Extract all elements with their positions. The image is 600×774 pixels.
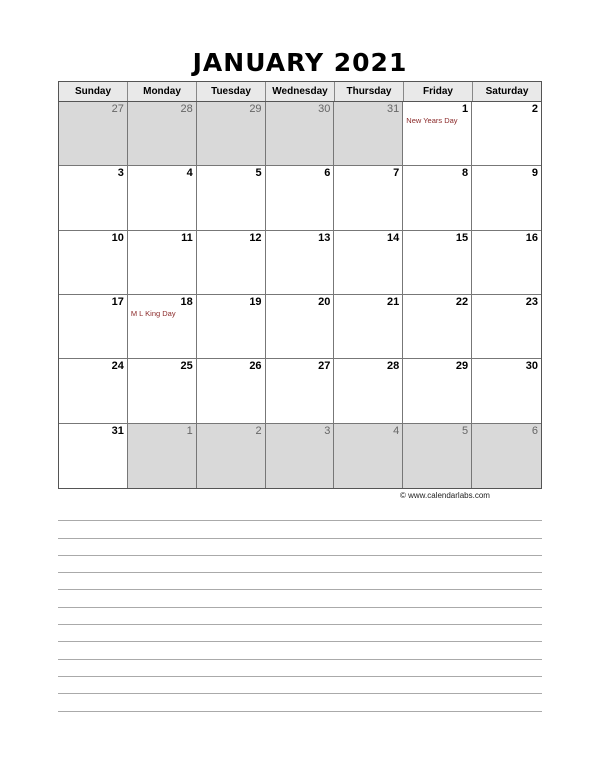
day-cell <box>472 231 541 295</box>
note-line <box>58 539 542 556</box>
day-cell <box>197 295 266 359</box>
weekday-wednesday: Wednesday <box>266 82 335 101</box>
day-number: 21 <box>387 296 400 308</box>
day-cell <box>334 359 403 423</box>
day-cell <box>266 166 335 230</box>
day-cell <box>266 231 335 295</box>
weekday-friday: Friday <box>404 82 473 101</box>
day-cell <box>128 231 197 295</box>
day-number: 24 <box>111 360 124 373</box>
calendar-grid <box>58 81 542 489</box>
notes-area <box>58 504 542 712</box>
credit-text: © www.calendarlabs.com <box>400 491 490 500</box>
day-number: 27 <box>318 360 331 373</box>
weekday-thursday: Thursday <box>335 82 404 101</box>
day-cell <box>128 295 197 359</box>
day-cell <box>59 166 128 230</box>
day-cell <box>472 166 541 230</box>
day-number: 4 <box>393 424 400 437</box>
day-number: 15 <box>455 231 469 244</box>
holiday-label: M L King Day <box>130 309 176 318</box>
day-number: 4 <box>186 167 193 180</box>
day-number: 2 <box>255 424 262 437</box>
day-number: 28 <box>387 360 400 373</box>
day-cell <box>128 166 197 230</box>
day-cell-outside-month <box>334 424 403 488</box>
day-number: 1 <box>462 103 469 115</box>
day-cell <box>334 166 403 230</box>
note-line <box>58 521 542 538</box>
day-number: 19 <box>249 296 262 308</box>
day-number: 5 <box>255 167 262 180</box>
day-number: 1 <box>186 424 193 437</box>
weekday-monday: Monday <box>128 82 197 101</box>
day-number: 2 <box>531 103 538 115</box>
note-line <box>58 660 542 677</box>
day-cell <box>403 295 472 359</box>
day-number: 31 <box>111 424 124 437</box>
day-number: 29 <box>249 103 262 115</box>
day-cell <box>197 231 266 295</box>
day-number: 28 <box>180 103 193 115</box>
day-cell <box>59 295 128 359</box>
day-number: 3 <box>324 424 331 437</box>
weekday-header <box>59 82 541 102</box>
day-cell <box>59 231 128 295</box>
day-cell <box>472 102 541 166</box>
day-number: 6 <box>531 424 538 437</box>
day-number: 31 <box>387 103 400 115</box>
note-line <box>58 694 542 711</box>
day-cell-outside-month <box>197 424 266 488</box>
day-cell-outside-month <box>128 102 197 166</box>
day-number: 5 <box>462 424 469 437</box>
day-number: 18 <box>180 296 193 308</box>
day-cell <box>403 359 472 423</box>
note-line <box>58 677 542 694</box>
day-number: 29 <box>455 360 469 373</box>
holiday-label: New Years Day <box>406 116 458 125</box>
day-cell-outside-month <box>472 424 541 488</box>
day-cell <box>197 359 266 423</box>
day-cell-outside-month <box>334 102 403 166</box>
weekday-sunday: Sunday <box>59 82 128 101</box>
note-line <box>58 573 542 590</box>
weekday-saturday: Saturday <box>485 86 529 97</box>
note-line <box>58 590 542 607</box>
day-number: 23 <box>525 296 538 308</box>
day-number: 27 <box>111 103 124 115</box>
day-number: 30 <box>318 103 331 115</box>
day-number: 6 <box>324 167 331 180</box>
day-cell-outside-month <box>266 102 335 166</box>
day-cell <box>266 295 335 359</box>
day-cell-outside-month <box>266 424 335 488</box>
day-cell <box>197 166 266 230</box>
day-cell <box>403 102 472 166</box>
weekday-tuesday: Tuesday <box>197 82 266 101</box>
day-number: 7 <box>393 167 400 180</box>
day-cell <box>472 295 541 359</box>
note-line <box>58 642 542 659</box>
day-cell <box>403 231 472 295</box>
day-number: 3 <box>117 167 124 180</box>
day-number: 17 <box>111 296 124 308</box>
note-line <box>58 608 542 625</box>
day-cell <box>59 359 128 423</box>
day-grid <box>59 102 541 488</box>
day-number: 22 <box>455 296 469 308</box>
note-line <box>58 504 542 521</box>
day-cell-outside-month <box>403 424 472 488</box>
day-number: 16 <box>525 231 538 244</box>
day-number: 13 <box>318 231 331 244</box>
day-cell <box>403 166 472 230</box>
day-cell <box>334 295 403 359</box>
day-cell <box>59 424 128 488</box>
day-number: 25 <box>180 360 193 373</box>
day-cell-outside-month <box>128 424 197 488</box>
day-number: 9 <box>531 167 538 180</box>
day-cell-outside-month <box>197 102 266 166</box>
day-cell <box>472 359 541 423</box>
day-cell <box>334 231 403 295</box>
day-number: 10 <box>111 231 124 244</box>
day-cell <box>266 359 335 423</box>
day-number: 11 <box>181 231 193 244</box>
day-cell <box>128 359 197 423</box>
day-cell-outside-month <box>59 102 128 166</box>
day-number: 8 <box>462 167 469 180</box>
day-number: 14 <box>387 231 400 244</box>
day-number: 30 <box>525 360 538 373</box>
calendar-title: JANUARY 2021 <box>192 48 408 77</box>
note-line <box>58 625 542 642</box>
note-line <box>58 556 542 573</box>
day-number: 12 <box>249 231 262 244</box>
day-number: 20 <box>318 296 331 308</box>
day-number: 26 <box>249 360 262 373</box>
